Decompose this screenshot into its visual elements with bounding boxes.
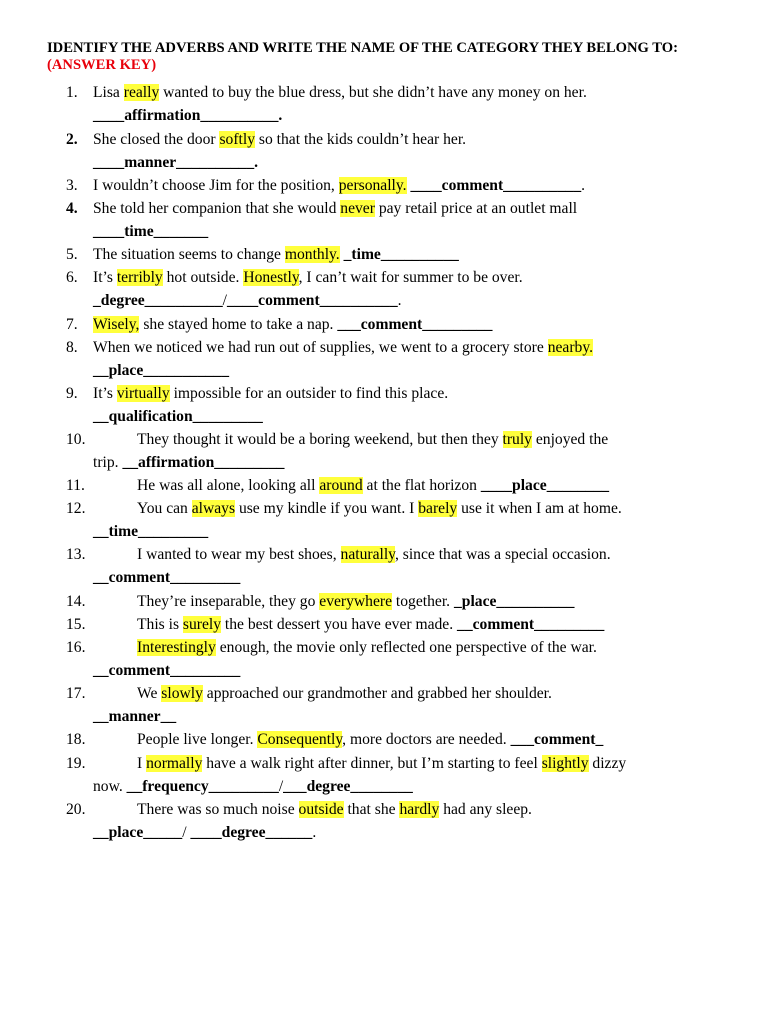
answer-category: __qualification_________ xyxy=(93,408,263,426)
question-4 xyxy=(66,197,736,243)
answer-category: __time_________ xyxy=(93,523,209,541)
question-text: hot outside. xyxy=(162,269,244,286)
question-text: trip. xyxy=(93,454,123,472)
question-number: 11. xyxy=(66,477,85,494)
highlighted-adverb: outside xyxy=(298,801,344,818)
answer-category: ___comment_ xyxy=(510,731,604,748)
answer-category: __place_____ xyxy=(93,824,183,842)
question-text: . xyxy=(397,292,402,310)
answer-line xyxy=(66,705,736,728)
question-text: use it when I am at home. xyxy=(457,500,622,517)
answer-line xyxy=(66,659,736,682)
highlighted-adverb: slowly xyxy=(161,685,203,702)
highlighted-adverb: Wisely, xyxy=(93,316,140,333)
question-text: , since that was a special occasion. xyxy=(394,546,611,563)
question-text: I wanted to wear my best shoes, xyxy=(137,546,341,563)
highlighted-adverb: naturally xyxy=(340,546,395,563)
question-text: People live longer. xyxy=(137,731,258,748)
question-text: at the flat horizon xyxy=(362,477,481,494)
question-text: had any sleep. xyxy=(439,801,532,818)
question-2 xyxy=(66,128,736,174)
question-text: You can xyxy=(137,500,192,517)
question-13 xyxy=(66,543,736,589)
question-9 xyxy=(66,382,736,428)
answer-line xyxy=(66,821,736,844)
highlighted-adverb: monthly. xyxy=(284,246,340,263)
highlighted-adverb: slightly xyxy=(541,755,589,772)
answer-separator: / xyxy=(182,824,191,842)
highlighted-adverb: Honestly xyxy=(243,269,299,286)
question-text: I xyxy=(137,755,147,772)
question-text: We xyxy=(137,685,162,702)
question-number: 20. xyxy=(66,801,86,818)
question-text: This is xyxy=(137,616,183,633)
question-number: 17. xyxy=(66,685,86,702)
question-15 xyxy=(66,613,736,636)
highlighted-adverb: personally. xyxy=(338,177,407,194)
question-text: pay retail price at an outlet mall xyxy=(374,200,578,217)
answer-line xyxy=(66,220,736,243)
answer-line xyxy=(66,405,736,428)
question-text: Lisa xyxy=(93,84,124,101)
answer-category: ____affirmation__________. xyxy=(93,107,283,125)
question-number: 16. xyxy=(66,639,86,656)
question-text: They thought it would be a boring weekend, but then they xyxy=(137,431,503,448)
answer-category: ____manner__________. xyxy=(93,154,259,172)
highlighted-adverb: really xyxy=(123,84,160,101)
answer-line xyxy=(66,520,736,543)
question-text: , I can’t wait for summer to be over. xyxy=(298,269,523,286)
question-8 xyxy=(66,336,736,382)
question-11 xyxy=(66,474,736,497)
answer-category: _time__________ xyxy=(343,246,459,263)
question-text: use my kindle if you want. I xyxy=(235,500,419,517)
question-text: that she xyxy=(343,801,400,818)
answer-category: ___degree________ xyxy=(283,778,413,796)
answer-category: ____comment__________ xyxy=(226,292,398,310)
question-number: 8. xyxy=(66,339,78,356)
highlighted-adverb: truly xyxy=(502,431,532,448)
answer-line xyxy=(66,359,736,382)
question-text: she stayed home to take a nap. xyxy=(139,316,338,333)
question-text: now. xyxy=(93,778,127,796)
question-5 xyxy=(66,243,736,266)
question-number: 2. xyxy=(66,131,78,148)
question-text: They’re inseparable, they go xyxy=(137,593,320,610)
highlighted-adverb: around xyxy=(319,477,363,494)
question-text: There was so much noise xyxy=(137,801,299,818)
answer-line xyxy=(66,104,736,127)
question-text: so that the kids couldn’t hear her. xyxy=(255,131,467,148)
answer-category: __place___________ xyxy=(93,362,230,380)
highlighted-adverb: everywhere xyxy=(319,593,393,610)
question-17 xyxy=(66,682,736,728)
question-text: She closed the door xyxy=(93,131,220,148)
question-number: 15. xyxy=(66,616,86,633)
answer-category: __frequency_________ xyxy=(126,778,279,796)
question-text: enough, the movie only reflected one perspective of the war. xyxy=(215,639,597,656)
question-7 xyxy=(66,313,736,336)
question-text: wanted to buy the blue dress, but she didn’t have any money on her. xyxy=(159,84,587,101)
answer-line xyxy=(66,451,736,474)
question-text: The situation seems to change xyxy=(93,246,285,263)
question-19 xyxy=(66,752,736,798)
question-number: 1. xyxy=(66,84,78,101)
question-number: 12. xyxy=(66,500,86,517)
worksheet-title xyxy=(47,40,727,74)
highlighted-adverb: always xyxy=(191,500,236,517)
answer-separator: / xyxy=(222,292,227,310)
answer-key-label: (ANSWER KEY) xyxy=(47,57,157,73)
question-text: When we noticed we had run out of supplies, we went to a grocery store xyxy=(93,339,548,356)
question-number: 7. xyxy=(66,316,78,333)
question-number: 18. xyxy=(66,731,86,748)
question-text: together. xyxy=(392,593,454,610)
question-12 xyxy=(66,497,736,543)
question-number: 14. xyxy=(66,593,86,610)
highlighted-adverb: hardly xyxy=(399,801,440,818)
answer-line xyxy=(66,151,736,174)
question-number: 6. xyxy=(66,269,78,286)
question-10 xyxy=(66,428,736,474)
answer-category: ___comment_________ xyxy=(337,316,493,333)
question-text: impossible for an outsider to find this place. xyxy=(169,385,449,402)
question-1 xyxy=(66,81,736,127)
highlighted-adverb: normally xyxy=(146,755,203,772)
highlighted-adverb: virtually xyxy=(116,385,170,402)
highlighted-adverb: barely xyxy=(418,500,458,517)
answer-line xyxy=(66,289,736,312)
question-number: 9. xyxy=(66,385,78,402)
question-text: . xyxy=(581,177,586,194)
answer-category: ____time_______ xyxy=(93,223,209,241)
highlighted-adverb: Consequently xyxy=(257,731,343,748)
answer-category: ____degree______ xyxy=(190,824,313,842)
answer-line xyxy=(66,775,736,798)
question-18 xyxy=(66,728,736,751)
answer-category: __manner__ xyxy=(93,708,177,726)
question-text: the best dessert you have ever made. xyxy=(221,616,458,633)
question-text: It’s xyxy=(93,385,117,402)
question-text: approached our grandmother and grabbed her shoulder. xyxy=(202,685,552,702)
question-number: 10. xyxy=(66,431,86,448)
question-number: 4. xyxy=(66,200,78,217)
question-text: dizzy xyxy=(588,755,627,772)
highlighted-adverb: Interestingly xyxy=(137,639,216,656)
answer-category: __comment_________ xyxy=(93,662,241,680)
question-number: 13. xyxy=(66,546,86,563)
answer-category: ____place________ xyxy=(480,477,610,494)
answer-separator: / xyxy=(278,778,284,796)
question-text: have a walk right after dinner, but I’m starting to feel xyxy=(202,755,542,772)
question-text: I wouldn’t choose Jim for the position, xyxy=(93,177,339,194)
answer-category: __comment_________ xyxy=(93,569,241,587)
highlighted-adverb: nearby. xyxy=(547,339,593,356)
question-6 xyxy=(66,266,736,312)
question-text: , more doctors are needed. xyxy=(342,731,511,748)
highlighted-adverb: never xyxy=(340,200,375,217)
answer-line xyxy=(66,566,736,589)
question-number: 5. xyxy=(66,246,78,263)
question-16 xyxy=(66,636,736,682)
answer-category: _degree__________ xyxy=(93,292,223,310)
question-20 xyxy=(66,798,736,844)
question-text: She told her companion that she would xyxy=(93,200,341,217)
answer-category: ____comment__________ xyxy=(410,177,582,194)
question-text: It’s xyxy=(93,269,117,286)
highlighted-adverb: surely xyxy=(182,616,222,633)
answer-category: __affirmation_________ xyxy=(122,454,285,472)
question-number: 19. xyxy=(66,755,86,772)
question-text: enjoyed the xyxy=(531,431,609,448)
answer-category: __comment_________ xyxy=(457,616,605,633)
title-text: IDENTIFY THE ADVERBS AND WRITE THE NAME OF THE CATEGORY THEY BELONG TO: xyxy=(47,40,678,56)
highlighted-adverb: softly xyxy=(219,131,255,148)
question-3 xyxy=(66,174,736,197)
highlighted-adverb: terribly xyxy=(116,269,163,286)
question-text: . xyxy=(312,824,317,842)
question-text: He was all alone, looking all xyxy=(137,477,320,494)
question-number: 3. xyxy=(66,177,78,194)
question-14 xyxy=(66,590,736,613)
answer-category: _place__________ xyxy=(453,593,575,610)
